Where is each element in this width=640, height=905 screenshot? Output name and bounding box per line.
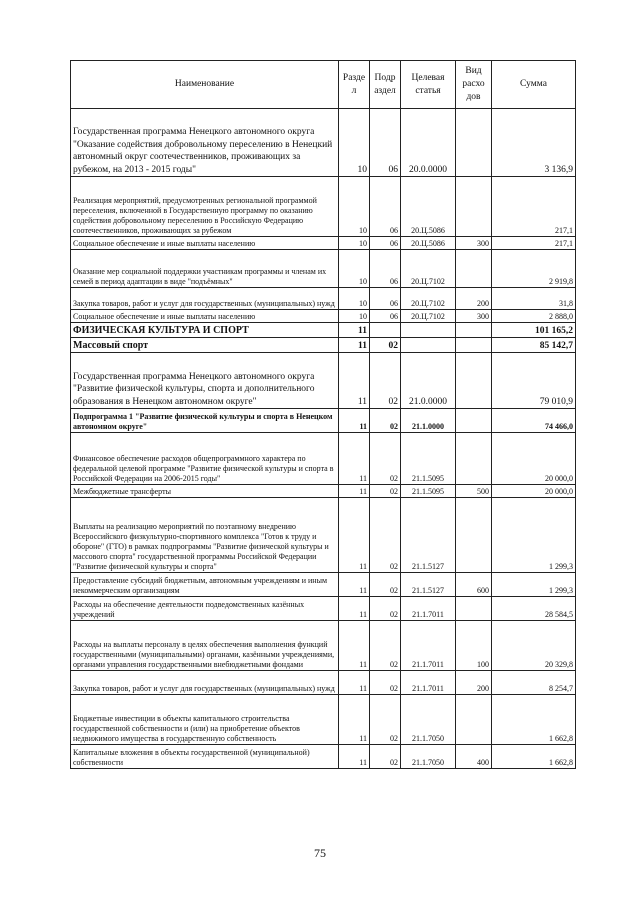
row-name: Финансовое обеспечение расходов общепрограммного характера по федеральной целевой программе "Развитие физической культуры и спорта в Российской Федерации на 2006-2015 годы" [71, 433, 339, 485]
table-row [71, 621, 576, 671]
header-subsection: Подр аздел [370, 61, 401, 109]
row-sum: 74 466,0 [492, 409, 576, 433]
row-section: 11 [339, 485, 370, 498]
row-kind: 300 [456, 310, 492, 323]
header-target: Целевая статья [401, 61, 456, 109]
row-subsection: 02 [370, 338, 401, 353]
row-subsection: 02 [370, 671, 401, 695]
page-number: 75 [314, 846, 326, 860]
row-name: Государственная программа Ненецкого автономного округа "Развитие физической культуры, спорта и дополнительного образования в Ненецком автономном округе" [71, 353, 339, 409]
table-row [71, 288, 576, 310]
row-kind: 500 [456, 485, 492, 498]
row-kind [456, 250, 492, 288]
row-subsection: 06 [370, 250, 401, 288]
row-kind: 400 [456, 745, 492, 769]
row-subsection [370, 323, 401, 338]
row-target: 21.1.7050 [401, 695, 456, 745]
row-subsection: 02 [370, 695, 401, 745]
row-target: 21.1.7050 [401, 745, 456, 769]
row-subsection: 02 [370, 745, 401, 769]
row-name: Выплаты на реализацию мероприятий по поэтапному внедрению Всероссийского физкультурно-спортивного комплекса "Готов к труду и обороне" (ГТО) в рамках подпрограммы "Развитие физической культуры и массового спорта" государственной программы Российской Федерации "Развитие физической культуры и спорта" [71, 498, 339, 573]
row-section: 10 [339, 177, 370, 237]
table-row [71, 177, 576, 237]
table-row [71, 597, 576, 621]
row-kind: 100 [456, 621, 492, 671]
row-sum: 31,8 [492, 288, 576, 310]
row-name: Подпрограмма 1 "Развитие физической культуры и спорта в Ненецком автономном округе" [71, 409, 339, 433]
row-section: 10 [339, 288, 370, 310]
row-sum: 20 000,0 [492, 485, 576, 498]
table-row [71, 109, 576, 177]
row-target [401, 338, 456, 353]
row-kind [456, 109, 492, 177]
budget-table [70, 60, 576, 769]
row-name: Расходы на обеспечение деятельности подведомственных казённых учреждений [71, 597, 339, 621]
table-row [71, 745, 576, 769]
row-kind: 300 [456, 237, 492, 250]
row-name: Социальное обеспечение и иные выплаты населению [71, 310, 339, 323]
header-sum: Сумма [492, 61, 576, 109]
row-name: ФИЗИЧЕСКАЯ КУЛЬТУРА И СПОРТ [71, 323, 339, 338]
table-header-row [71, 61, 576, 109]
row-subsection: 02 [370, 621, 401, 671]
row-target: 20.Ц.7102 [401, 250, 456, 288]
row-kind [456, 338, 492, 353]
table-row [71, 353, 576, 409]
row-sum: 8 254,7 [492, 671, 576, 695]
row-subsection: 06 [370, 109, 401, 177]
row-target: 21.1.7011 [401, 671, 456, 695]
table-row [71, 409, 576, 433]
row-sum: 217,1 [492, 177, 576, 237]
header-kind: Вид расхо дов [456, 61, 492, 109]
row-target: 21.1.5095 [401, 433, 456, 485]
row-section: 11 [339, 597, 370, 621]
row-sum: 1 662,8 [492, 695, 576, 745]
row-section: 11 [339, 573, 370, 597]
row-section: 11 [339, 323, 370, 338]
row-sum: 1 662,8 [492, 745, 576, 769]
row-sum: 85 142,7 [492, 338, 576, 353]
table-row [71, 433, 576, 485]
row-target: 21.1.0000 [401, 409, 456, 433]
row-name: Закупка товаров, работ и услуг для государственных (муниципальных) нужд [71, 671, 339, 695]
row-name: Массовый спорт [71, 338, 339, 353]
row-target: 21.1.7011 [401, 597, 456, 621]
row-subsection: 02 [370, 433, 401, 485]
row-sum: 79 010,9 [492, 353, 576, 409]
row-target: 20.Ц.7102 [401, 310, 456, 323]
row-subsection: 06 [370, 310, 401, 323]
row-sum: 20 329,8 [492, 621, 576, 671]
row-name: Реализация мероприятий, предусмотренных региональной программой переселения, включенной в Государственную программу по оказанию содействия добровольному переселению в Российскую Федерацию соотечественников, проживающих за рубежом [71, 177, 339, 237]
table-row [71, 323, 576, 338]
table-row [71, 338, 576, 353]
row-kind [456, 433, 492, 485]
table-row [71, 498, 576, 573]
row-name: Государственная программа Ненецкого автономного округа "Оказание содействия добровольному переселению в Ненецкий автономный округ соотечественников, проживающих за рубежом, на 2013 - 2015 годы" [71, 109, 339, 177]
row-section: 11 [339, 338, 370, 353]
row-subsection: 02 [370, 573, 401, 597]
row-subsection: 02 [370, 353, 401, 409]
row-kind [456, 597, 492, 621]
row-name: Закупка товаров, работ и услуг для государственных (муниципальных) нужд [71, 288, 339, 310]
table-row [71, 671, 576, 695]
table-row [71, 310, 576, 323]
row-section: 11 [339, 621, 370, 671]
header-section: Разде л [339, 61, 370, 109]
row-kind [456, 323, 492, 338]
row-kind: 600 [456, 573, 492, 597]
header-name: Наименование [71, 61, 339, 109]
row-kind [456, 695, 492, 745]
table-row [71, 695, 576, 745]
row-section: 10 [339, 310, 370, 323]
row-target: 21.0.0000 [401, 353, 456, 409]
row-section: 11 [339, 745, 370, 769]
row-kind: 200 [456, 288, 492, 310]
row-kind: 200 [456, 671, 492, 695]
row-target: 20.0.0000 [401, 109, 456, 177]
row-name: Межбюджетные трансферты [71, 485, 339, 498]
row-sum: 1 299,3 [492, 498, 576, 573]
row-section: 10 [339, 237, 370, 250]
row-sum: 2 919,8 [492, 250, 576, 288]
row-target: 20.Ц.5086 [401, 237, 456, 250]
row-subsection: 06 [370, 288, 401, 310]
row-kind [456, 498, 492, 573]
row-target: 20.Ц.7102 [401, 288, 456, 310]
row-section: 11 [339, 409, 370, 433]
table-row [71, 573, 576, 597]
row-subsection: 06 [370, 237, 401, 250]
row-name: Бюджетные инвестиции в объекты капитального строительства государственной собственности и (или) на приобретение объектов недвижимого имущества в государственную собственность [71, 695, 339, 745]
row-name: Предоставление субсидий бюджетным, автономным учреждениям и иным некоммерческим организациям [71, 573, 339, 597]
table-row [71, 250, 576, 288]
row-sum: 3 136,9 [492, 109, 576, 177]
row-target [401, 323, 456, 338]
table-row [71, 237, 576, 250]
row-sum: 217,1 [492, 237, 576, 250]
row-target: 21.1.5127 [401, 498, 456, 573]
row-subsection: 02 [370, 485, 401, 498]
row-section: 11 [339, 695, 370, 745]
row-name: Оказание мер социальной поддержки участникам программы и членам их семей в период адаптации в виде "подъёмных" [71, 250, 339, 288]
row-section: 10 [339, 109, 370, 177]
row-subsection: 02 [370, 498, 401, 573]
row-subsection: 06 [370, 177, 401, 237]
row-section: 11 [339, 498, 370, 573]
row-subsection: 02 [370, 597, 401, 621]
row-target: 21.1.5127 [401, 573, 456, 597]
row-section: 11 [339, 433, 370, 485]
row-kind [456, 177, 492, 237]
row-sum: 2 888,0 [492, 310, 576, 323]
row-kind [456, 353, 492, 409]
row-target: 20.Ц.5086 [401, 177, 456, 237]
row-name: Капитальные вложения в объекты государственной (муниципальной) собственности [71, 745, 339, 769]
row-subsection: 02 [370, 409, 401, 433]
row-section: 11 [339, 353, 370, 409]
row-kind [456, 409, 492, 433]
row-section: 11 [339, 671, 370, 695]
row-section: 10 [339, 250, 370, 288]
row-name: Расходы на выплаты персоналу в целях обеспечения выполнения функций государственными (муниципальными) органами, казёнными учреждениями, органами управления государственными внебюджетными фондами [71, 621, 339, 671]
row-sum: 1 299,3 [492, 573, 576, 597]
row-target: 21.1.5095 [401, 485, 456, 498]
table-row [71, 485, 576, 498]
row-name: Социальное обеспечение и иные выплаты населению [71, 237, 339, 250]
row-sum: 101 165,2 [492, 323, 576, 338]
row-sum: 20 000,0 [492, 433, 576, 485]
row-target: 21.1.7011 [401, 621, 456, 671]
row-sum: 28 584,5 [492, 597, 576, 621]
